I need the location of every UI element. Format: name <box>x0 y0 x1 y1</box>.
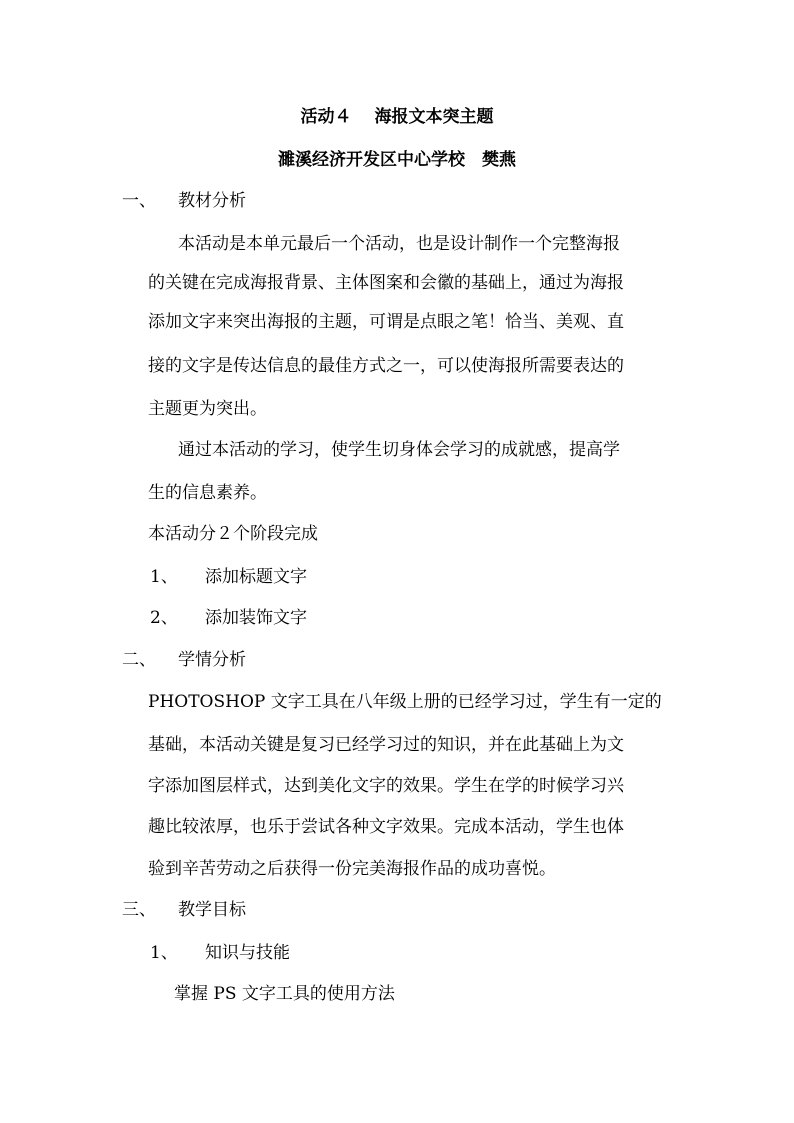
section-number: 二、 <box>122 650 156 670</box>
paragraph-line: 生的信息素养。 <box>148 483 267 503</box>
stages-intro: 本活动分２个阶段完成 <box>148 524 318 544</box>
paragraph-line: 的关键在完成海报背景、主体图案和会徽的基础上，通过为海报 <box>148 273 624 293</box>
paragraph-line: 本活动是本单元最后一个活动，也是设计制作一个完整海报 <box>178 234 620 254</box>
paragraph-line: 通过本活动的学习，使学生切身体会学习的成就感，提高学 <box>178 440 620 460</box>
stage-text: 添加装饰文字 <box>205 608 307 628</box>
goal-description: 掌握 PS 文字工具的使用方法 <box>174 984 395 1004</box>
paragraph-line: PHOTOSHOP 文字工具在八年级上册的已经学习过，学生有一定的 <box>148 692 662 712</box>
paragraph-line: 验到辛苦劳动之后获得一份完美海报作品的成功喜悦。 <box>148 859 556 879</box>
section-heading: 学情分析 <box>178 650 246 670</box>
paragraph-line: 趣比较浓厚，也乐于尝试各种文字效果。完成本活动，学生也体 <box>148 817 624 837</box>
goal-number: 1、 <box>150 943 178 963</box>
paragraph-line: 接的文字是传达信息的最佳方式之一，可以使海报所需要表达的 <box>148 356 624 376</box>
paragraph-line: 基础，本活动关键是复习已经学习过的知识，并在此基础上为文 <box>148 735 624 755</box>
stage-number: 1、 <box>150 567 178 587</box>
stage-number: 2、 <box>150 608 178 628</box>
goal-text: 知识与技能 <box>205 943 290 963</box>
paragraph-line: 添加文字来突出海报的主题，可谓是点眼之笔！恰当、美观、直 <box>148 312 624 332</box>
section-heading: 教学目标 <box>178 900 246 920</box>
section-number: 一、 <box>122 191 156 211</box>
paragraph-line: 字添加图层样式，达到美化文字的效果。学生在学的时候学习兴 <box>148 776 624 796</box>
document-title: 活动４ 海报文本突主题 <box>300 107 494 127</box>
paragraph-line: 主题更为突出。 <box>148 399 267 419</box>
section-number: 三、 <box>122 900 156 920</box>
section-heading: 教材分析 <box>178 191 246 211</box>
stage-text: 添加标题文字 <box>205 567 307 587</box>
document-subtitle: 濉溪经济开发区中心学校 樊燕 <box>278 150 516 170</box>
